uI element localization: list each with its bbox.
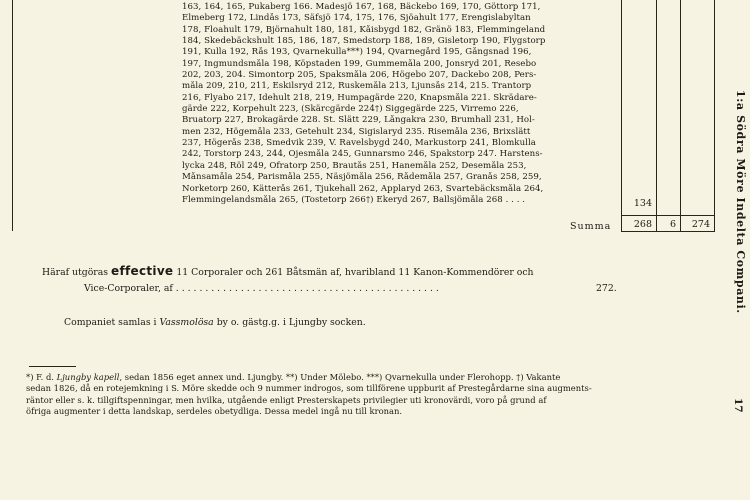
- entry-line: gärde 222, Korpehult 223, (Skärcgärde 224†) Siggegärde 225, Virremo 226,: [182, 104, 519, 115]
- footnotes: [26, 372, 716, 417]
- last-entry-count: 134: [633, 198, 652, 209]
- entry-line: 184, Skedebäckshult 185, 186, 187, Smedstorp 188, 189, Gisletorp 190, Flygstorp: [182, 36, 546, 47]
- effective-word: effective: [111, 264, 174, 278]
- entry-line: 242, Torstorp 243, 244, Öjesmåla 245, Gunnarsmo 246, Spakstorp 247. Harstens-: [182, 149, 543, 160]
- line3-pre: Companiet samlas i: [64, 317, 160, 328]
- footnote-line: [26, 372, 716, 383]
- column-rule-3: [680, 0, 681, 232]
- summa-col1: 268: [633, 219, 652, 230]
- footnote-rule: [29, 366, 76, 367]
- page-number-text: 17: [732, 398, 744, 413]
- line3-post: by o. gästg.g. i Ljungby socken.: [213, 317, 366, 328]
- assembly-place: Vassmolösa: [159, 317, 214, 328]
- entry-line: måla 209, 210, 211, Eskilsryd 212, Ruskemåla 213, Ljunsås 214, 215. Trantorp: [182, 81, 532, 92]
- entry-line: Elmeberg 172, Lindås 173, Säfsjö 174, 175, 176, Sjöahult 177, Erengislabyltan: [182, 13, 531, 24]
- entry-line: Flemmingelandsmåla 265, (Tostetorp 266†) Ekeryd 267, Ballsjömåla 268 . . . .: [182, 194, 526, 205]
- footnote-line: [26, 383, 716, 394]
- footnote-line: [26, 395, 716, 406]
- summa-label: Summa: [570, 221, 612, 232]
- entry-line: 191, Kulla 192, Rås 193, Qvarnekulla***) 194, Qvarnegård 195, Gångsnad 196,: [182, 47, 532, 58]
- entry-line: 197, Ingmundsmåla 198, Köpstaden 199, Gummemåla 200, Jonsryd 201, Resebo: [182, 58, 537, 69]
- footnote-text: sedan 1826, då en rotejemkning i S. Möre skedde och 9 nummer indrogos, som tillförene uppburit af Prestegårdarne sina augments-: [26, 383, 592, 394]
- summa-top-rule: [621, 215, 715, 216]
- entry-line: 216, Flyabo 217, Idehult 218, 219, Humpagärde 220, Knapsmåla 221. Skrädare-: [182, 92, 537, 103]
- footnote-text: räntor eller s. k. tillgiftspenningar, men hvilka, utgående enligt Presterskapets privilegier uti kronovärdi, voro på grund af: [26, 394, 547, 405]
- parish-entries: [182, 2, 632, 206]
- entry-line: Norketorp 260, Kätterås 261, Tjukehall 262, Applaryd 263, Svartebäcksmåla 264,: [182, 183, 544, 194]
- entry-line: 178, Floahult 179, Björnahult 180, 181, Kåisbygd 182, Gränö 183, Flemmingeland: [182, 24, 546, 35]
- footnote-emphasis: Ljungby kapell: [56, 372, 120, 382]
- summa-col2: 6: [669, 219, 676, 230]
- footnote-text: *) F. d.: [26, 372, 57, 382]
- line2-value: 272.: [596, 283, 617, 294]
- entry-line: Månsamåla 254, Parismåla 255, Näsjömåla 256, Rådemåla 257, Granås 258, 259,: [182, 172, 542, 183]
- entry-line: 163, 164, 165, Pukaberg 166. Madesjö 167, 168, Bäckebo 169, 170, Göttorp 171,: [182, 2, 541, 12]
- summa-bottom-rule: [621, 231, 715, 232]
- table-right-rule: [714, 0, 715, 232]
- vice-corporals-line: [84, 283, 617, 294]
- page-number: [729, 398, 745, 418]
- assembly-line: [64, 317, 366, 328]
- line2-text: Vice-Corporaler, af . . . . . . . . . . . . . . . . . . . . . . . . . . . . . . . . . . . . . . . . . . . . .: [84, 283, 439, 294]
- entry-line: lycka 248, Röl 249, Öfratorp 250, Brautås 251, Hanemåla 252, Desemåla 253,: [182, 160, 527, 171]
- footnote-text: , sedan 1856 eget annex und. Ljungby. **) Under Mölebo. ***) Qvarnekulla under Flerohopp. †) Vakante: [119, 372, 561, 382]
- line1-pre: Häraf utgöras: [42, 267, 112, 278]
- entry-line: 202, 203, 204. Simontorp 205, Spaksmåla 206, Högebo 207, Dackebo 208, Pers-: [182, 70, 537, 81]
- footnote-text: öfriga augmenter i detta landskap, serdeles obetydliga. Dessa medel ingå nu till kronan.: [26, 405, 403, 416]
- running-header: [731, 90, 747, 350]
- column-rule-2: [656, 0, 657, 232]
- entry-line: 237, Högerås 238, Smedvik 239, V. Ravelsbygd 240, Markustorp 241, Blomkulla: [182, 138, 536, 149]
- entry-line: Bruatorp 227, Brokagärde 228. St. Slätt 229, Långakra 230, Brumhall 231, Hol-: [182, 115, 535, 126]
- line1-post: 11 Corporaler och 261 Båtsmän af, hvaribland 11 Kanon-Kommendörer och: [173, 267, 534, 278]
- running-header-text: 1:a Södra Möre Indelta Compani.: [734, 90, 747, 314]
- entry-line: men 232, Högemåla 233, Getehult 234, Sigislaryd 235. Risemåla 236, Brixslätt: [182, 126, 531, 137]
- table-left-rule: [12, 0, 13, 231]
- summa-col3: 274: [691, 219, 710, 230]
- roster-table: [12, 0, 715, 234]
- footnote-line: [26, 406, 716, 417]
- effective-strength-line: [42, 264, 534, 278]
